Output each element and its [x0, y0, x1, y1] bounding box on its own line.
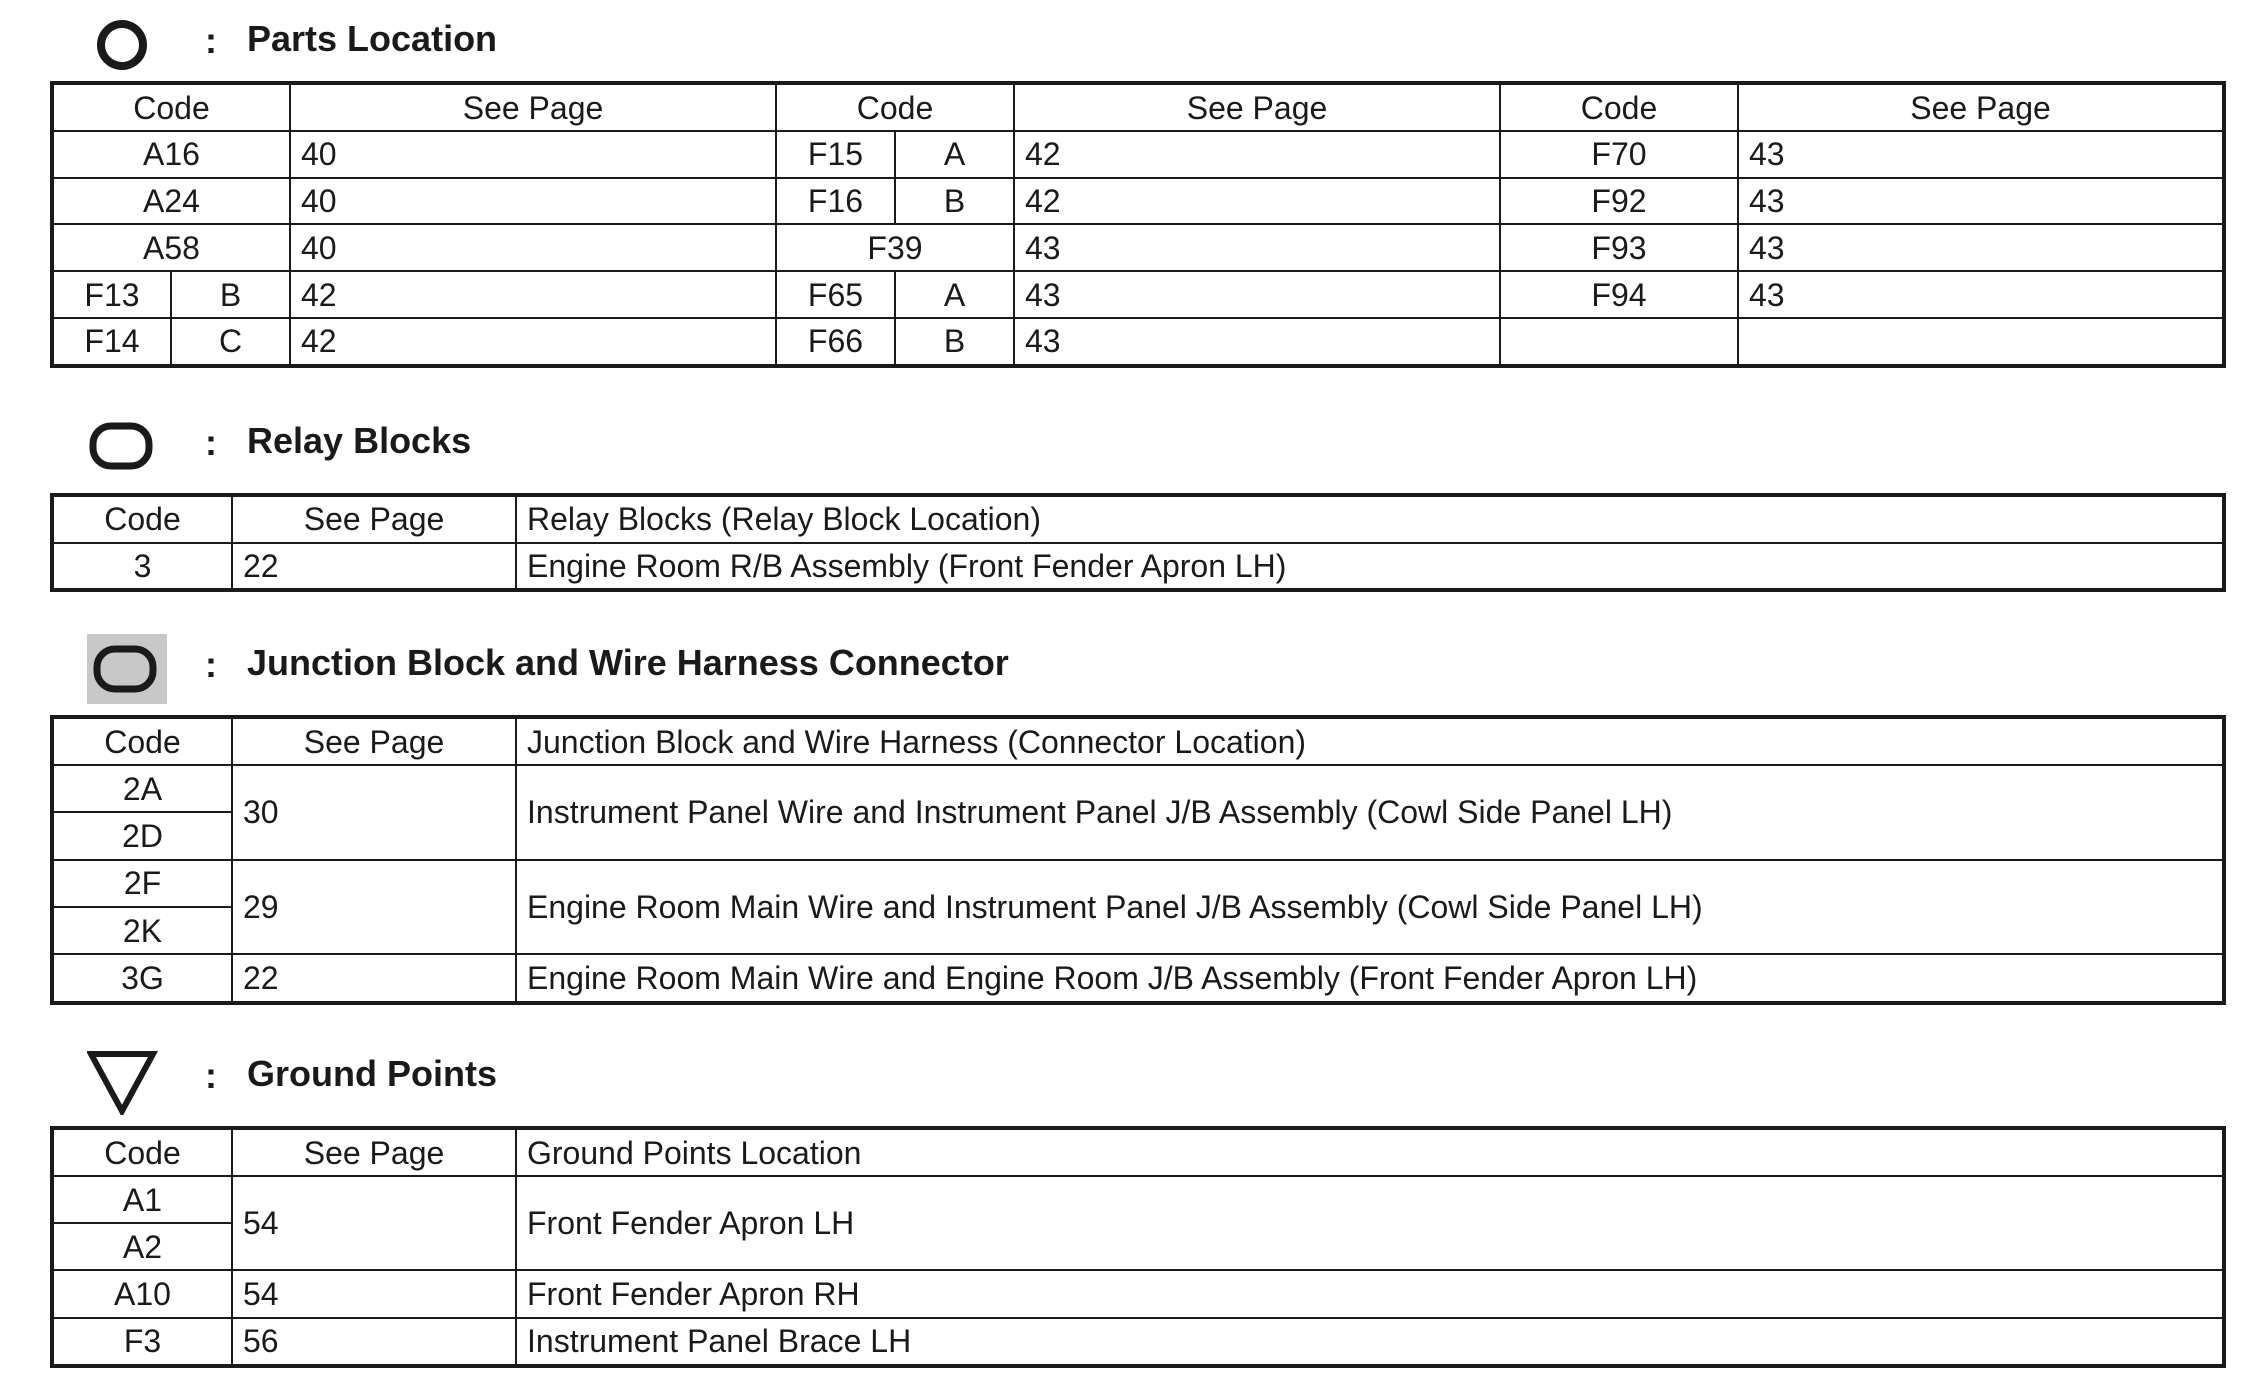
column-header-see-page: See Page [1738, 83, 2224, 131]
relay-blocks-table [50, 493, 2226, 592]
see-page-value: 43 [1014, 271, 1500, 318]
column-header-see-page: See Page [290, 83, 776, 131]
column-header-location: Junction Block and Wire Harness (Connector Location) [516, 717, 2224, 765]
table-row [52, 954, 2224, 1003]
ground-points-table [50, 1126, 2226, 1368]
location-text: Front Fender Apron RH [516, 1270, 2224, 1317]
ground-point-code: A1 [52, 1176, 232, 1223]
see-page-value: 40 [290, 178, 776, 225]
part-code: F70 [1500, 131, 1738, 178]
part-code: F66 [776, 318, 895, 366]
column-header-code: Code [52, 717, 232, 765]
table-header-row [52, 495, 2224, 543]
see-page-value: 43 [1738, 178, 2224, 225]
connector-code: 3G [52, 954, 232, 1003]
see-page-value: 43 [1738, 271, 2224, 318]
table-row [52, 1270, 2224, 1317]
part-code: F15 [776, 131, 895, 178]
location-text: Front Fender Apron LH [516, 1176, 2224, 1270]
part-code: F13 [52, 271, 171, 318]
table-row [52, 765, 2224, 812]
part-code: F39 [776, 224, 1014, 271]
table-row [52, 131, 2224, 178]
connector-code: 2F [52, 860, 232, 907]
part-sub-code: C [171, 318, 290, 366]
table-row [52, 860, 2224, 907]
section-colon: : [205, 422, 217, 463]
rounded-rect-icon [87, 412, 167, 482]
see-page-value: 43 [1738, 224, 2224, 271]
section-title: Junction Block and Wire Harness Connector [247, 642, 1009, 683]
ground-point-code: A2 [52, 1223, 232, 1270]
see-page-value: 30 [232, 765, 516, 860]
junction-block-table [50, 715, 2226, 1005]
part-code: F93 [1500, 224, 1738, 271]
section-title: Parts Location [247, 18, 498, 59]
part-sub-code: A [895, 271, 1014, 318]
part-sub-code: B [171, 271, 290, 318]
see-page-value: 42 [1014, 131, 1500, 178]
part-code: A58 [52, 224, 290, 271]
location-text: Engine Room Main Wire and Instrument Panel J/B Assembly (Cowl Side Panel LH) [516, 860, 2224, 955]
section-colon: : [205, 1055, 217, 1096]
part-code [1500, 318, 1738, 366]
table-row [52, 178, 2224, 225]
column-header-code: Code [776, 83, 1014, 131]
see-page-value [1738, 318, 2224, 366]
triangle-down-icon [87, 1045, 167, 1115]
see-page-value: 42 [290, 271, 776, 318]
column-header-code: Code [52, 1128, 232, 1176]
table-header-row [52, 1128, 2224, 1176]
part-code: F94 [1500, 271, 1738, 318]
part-code: F92 [1500, 178, 1738, 225]
section-title: Relay Blocks [247, 420, 472, 461]
see-page-value: 43 [1014, 318, 1500, 366]
location-text: Engine Room Main Wire and Engine Room J/B Assembly (Front Fender Apron LH) [516, 954, 2224, 1003]
part-code: A16 [52, 131, 290, 178]
column-header-see-page: See Page [232, 495, 516, 543]
table-row [52, 224, 2224, 271]
connector-code: 2K [52, 907, 232, 954]
table-header-row [52, 83, 2224, 131]
table-header-row [52, 717, 2224, 765]
column-header-code: Code [52, 83, 290, 131]
see-page-value: 40 [290, 224, 776, 271]
see-page-value: 40 [290, 131, 776, 178]
see-page-value: 43 [1738, 131, 2224, 178]
column-header-code: Code [1500, 83, 1738, 131]
column-header-see-page: See Page [232, 1128, 516, 1176]
part-code: A24 [52, 178, 290, 225]
part-code: F65 [776, 271, 895, 318]
relay-block-code: 3 [52, 543, 232, 591]
see-page-value: 56 [232, 1318, 516, 1366]
see-page-value: 43 [1014, 224, 1500, 271]
connector-code: 2A [52, 765, 232, 812]
table-row [52, 1318, 2224, 1366]
table-row [52, 318, 2224, 366]
column-header-location: Ground Points Location [516, 1128, 2224, 1176]
see-page-value: 22 [232, 543, 516, 591]
ground-point-code: F3 [52, 1318, 232, 1366]
connector-code: 2D [52, 812, 232, 859]
shaded-rounded-rect-icon [87, 634, 167, 704]
see-page-value: 22 [232, 954, 516, 1003]
part-code: F16 [776, 178, 895, 225]
parts-location-table [50, 81, 2226, 368]
section-colon: : [205, 644, 217, 685]
see-page-value: 54 [232, 1176, 516, 1270]
location-text: Instrument Panel Wire and Instrument Panel J/B Assembly (Cowl Side Panel LH) [516, 765, 2224, 860]
location-text: Engine Room R/B Assembly (Front Fender Apron LH) [516, 543, 2224, 591]
table-row [52, 543, 2224, 591]
part-sub-code: B [895, 178, 1014, 225]
part-sub-code: A [895, 131, 1014, 178]
part-code: F14 [52, 318, 171, 366]
circle-icon [87, 10, 167, 80]
column-header-see-page: See Page [232, 717, 516, 765]
see-page-value: 54 [232, 1270, 516, 1317]
ground-point-code: A10 [52, 1270, 232, 1317]
part-sub-code: B [895, 318, 1014, 366]
see-page-value: 29 [232, 860, 516, 955]
table-row [52, 1176, 2224, 1223]
section-colon: : [205, 20, 217, 61]
see-page-value: 42 [290, 318, 776, 366]
column-header-see-page: See Page [1014, 83, 1500, 131]
column-header-location: Relay Blocks (Relay Block Location) [516, 495, 2224, 543]
table-row [52, 271, 2224, 318]
column-header-code: Code [52, 495, 232, 543]
section-title: Ground Points [247, 1053, 497, 1094]
see-page-value: 42 [1014, 178, 1500, 225]
location-text: Instrument Panel Brace LH [516, 1318, 2224, 1366]
